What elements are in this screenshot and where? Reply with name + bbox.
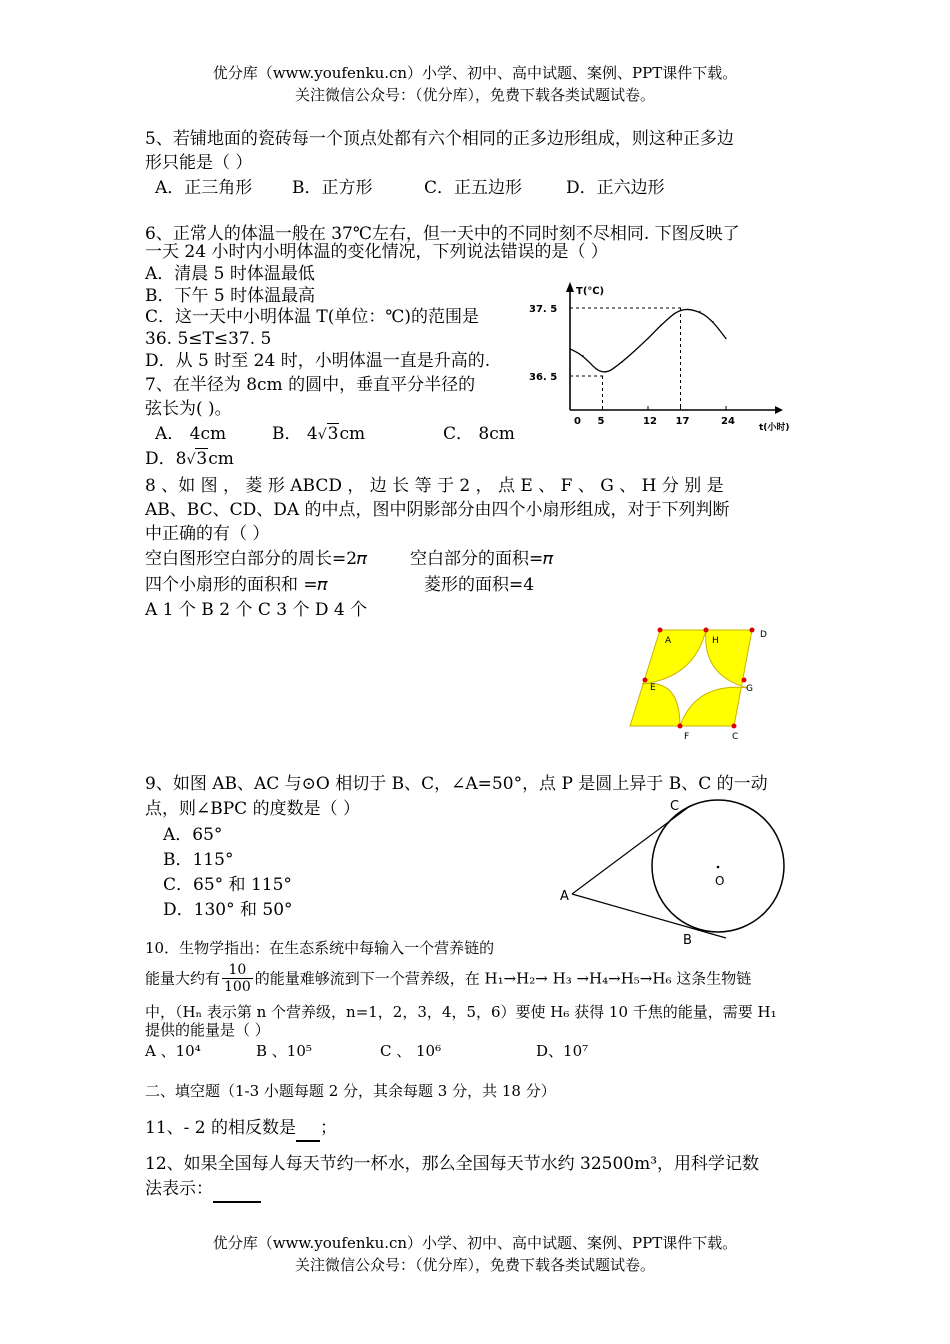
y-axis-arrow-icon <box>566 282 574 292</box>
x-tick-label: 24 <box>721 416 735 427</box>
data-point <box>582 355 583 356</box>
q7-option-b-radicand: 3 <box>327 424 339 444</box>
q10-line-1: 10．生物学指出：在生态系统中每输入一个营养链的 <box>145 939 495 957</box>
vertex-g-dot <box>742 678 747 683</box>
q10-option-a: A 、10⁴ <box>145 1042 201 1060</box>
vertex-d-dot <box>750 628 755 633</box>
q12-line-2 <box>145 1177 261 1203</box>
fraction <box>222 962 253 995</box>
vertex-a-dot <box>658 628 663 633</box>
label-c: C <box>670 799 680 814</box>
q12-line-1: 12、如果全国每人每天节约一杯水，那么全国每天节水约 32500m³，用科学记数 <box>145 1154 760 1174</box>
q6-option-c-line-2: 36. 5≤T≤37. 5 <box>145 329 272 349</box>
header-line-2: 关注微信公众号：（优分库），免费下载各类试题试卷。 <box>294 86 655 104</box>
q7-option-d-prefix: D．8 <box>145 449 187 469</box>
vertex-e-dot <box>643 678 648 683</box>
sqrt-icon: √ <box>186 452 196 468</box>
data-point <box>569 348 570 349</box>
data-point <box>621 362 622 363</box>
label-h: H <box>712 636 719 646</box>
header-line-1: 优分库（www.youfenku.cn）小学、初中、高中试题、案例、PPT课件下载。 <box>212 64 738 82</box>
x-tick-label: 0 <box>574 416 581 427</box>
q7-option-b <box>272 422 365 447</box>
q10-option-c: C 、 10⁶ <box>380 1042 442 1060</box>
label-f: F <box>684 732 690 742</box>
q6-option-b: B．下午 5 时体温最高 <box>145 286 316 306</box>
q7-option-d <box>145 447 234 472</box>
x-axis-arrow-icon <box>775 406 783 414</box>
q7-line-2: 弦长为( )。 <box>145 399 232 419</box>
answer-blank[interactable] <box>296 1116 320 1142</box>
q9-line-1: 9、如图 AB、AC 与⊙O 相切于 B、C，∠A=50°，点 P 是圆上异于 B、C 的一动 <box>145 774 768 794</box>
q8-line-3: 中正确的有（ ） <box>145 524 270 544</box>
q8-options: A 1 个 B 2 个 C 3 个 D 4 个 <box>145 600 368 620</box>
x-axis-label: t(小时) <box>759 423 790 433</box>
data-point <box>699 311 700 312</box>
data-point <box>712 321 713 322</box>
footer-line-2: 关注微信公众号：（优分库），免费下载各类试题试卷。 <box>294 1256 655 1274</box>
temperature-chart <box>525 278 815 438</box>
q9-option-d: D．130° 和 50° <box>163 900 293 920</box>
q10-option-d: D、10⁷ <box>536 1042 589 1060</box>
q9-option-a: A．65° <box>163 825 223 845</box>
answer-blank[interactable] <box>213 1177 261 1203</box>
y-tick-label: 37. 5 <box>529 304 558 315</box>
q10-option-b: B 、10⁵ <box>256 1042 312 1060</box>
q5-option-d: D．正六边形 <box>566 178 665 198</box>
data-point <box>680 307 681 308</box>
q8-statement-3: 四个小扇形的面积和 =𝜋 <box>145 575 328 595</box>
q5-line-2: 形只能是（ ） <box>145 153 253 173</box>
q6-line-1: 6、正常人的体温一般在 37℃左右，但一天中的不同时刻不尽相同. 下图反映了 <box>145 224 740 244</box>
fraction-denominator: 100 <box>224 979 251 995</box>
q7-option-c: C． 8cm <box>443 424 515 444</box>
center-dot <box>717 866 720 869</box>
q12-line-2-text: 法表示： <box>145 1179 213 1199</box>
q9-option-c: C．65° 和 115° <box>163 875 292 895</box>
label-e: E <box>650 683 656 693</box>
q10-line-2-suffix: 的能量难够流到下一个营养级，在 H₁→H₂→ H₃ →H₄→H₅→H₆ 这条生物链 <box>254 969 752 988</box>
label-g: G <box>746 684 753 694</box>
q7-option-d-radicand: 3 <box>196 449 208 469</box>
tangent-line-ac <box>572 806 690 894</box>
data-point <box>647 338 648 339</box>
q5-line-1: 5、若铺地面的瓷砖每一个顶点处都有六个相同的正多边形组成，则这种正多边 <box>145 129 734 149</box>
q6-option-a: A．清晨 5 时体温最低 <box>145 264 315 284</box>
label-c: C <box>732 732 739 742</box>
q8-statement-1: 空白图形空白部分的周长=2𝜋 <box>145 549 368 569</box>
tangent-circle-figure <box>550 790 800 950</box>
q8-line-1: 8 、如 图 ， 菱 形 ABCD ， 边 长 等 于 2 ， 点 E 、 F 、 G 、 H 分 别 是 <box>145 476 724 496</box>
sqrt-icon: √ <box>317 427 327 443</box>
label-o: O <box>715 874 725 888</box>
q5-option-b: B．正方形 <box>292 178 373 198</box>
q5-option-c: C．正五边形 <box>424 178 523 198</box>
data-point <box>602 375 603 376</box>
q10-line-2-prefix: 能量大约有 <box>145 969 221 988</box>
q11-text: 11、- 2 的相反数是 <box>145 1118 296 1138</box>
label-b: B <box>683 933 692 948</box>
q9-option-b: B．115° <box>163 850 234 870</box>
q10-line-3: 中，（Hₙ 表示第 n 个营养级，n=1，2，3，4，5，6）要使 H₆ 获得 10 千焦的能量，需要 H₁ <box>145 1003 777 1021</box>
y-axis-label: T(℃) <box>576 286 605 297</box>
rhombus-figure <box>620 620 780 745</box>
q7-line-1: 7、在半径为 8cm 的圆中，垂直平分半径的 <box>145 375 476 395</box>
section-2-title: 二、填空题（1-3 小题每题 2 分，其余每题 3 分，共 18 分） <box>145 1082 556 1100</box>
q8-line-2: AB、BC、CD、DA 的中点，图中阴影部分由四个小扇形组成，对于下列判断 <box>145 500 730 520</box>
temperature-series-line <box>570 309 726 372</box>
q8-statement-4: 菱形的面积=4 <box>424 575 535 595</box>
vertex-c-dot <box>732 724 737 729</box>
data-point <box>660 324 661 325</box>
data-point <box>725 338 726 339</box>
q7-option-a: A． 4cm <box>155 424 227 444</box>
label-d: D <box>760 630 767 640</box>
footer-line-1: 优分库（www.youfenku.cn）小学、初中、高中试题、案例、PPT课件下载。 <box>212 1234 738 1252</box>
q6-line-2: 一天 24 小时内小明体温的变化情况，下列说法错误的是（ ） <box>145 242 608 262</box>
q9-line-2: 点，则∠BPC 的度数是（ ） <box>145 799 360 819</box>
q11 <box>145 1116 337 1142</box>
q8-statement-2: 空白部分的面积=𝜋 <box>410 549 554 569</box>
q6-option-d: D．从 5 时至 24 时，小明体温一直是升高的. <box>145 351 491 371</box>
vertex-h-dot <box>704 628 709 633</box>
q10-line-2 <box>145 962 751 995</box>
tangent-line-ab <box>572 894 726 938</box>
q11-tail: ； <box>320 1118 337 1138</box>
x-tick-label: 5 <box>597 416 605 427</box>
q7-option-b-prefix: B． 4 <box>272 424 318 444</box>
vertex-f-dot <box>678 724 683 729</box>
label-a: A <box>665 636 672 646</box>
y-tick-label: 36. 5 <box>529 372 558 383</box>
x-tick-label: 12 <box>643 416 657 427</box>
x-tick-label: 17 <box>675 416 690 427</box>
q7-option-b-suffix: cm <box>339 424 366 444</box>
label-a: A <box>560 889 569 904</box>
q10-line-4: 提供的能量是（ ） <box>145 1021 270 1039</box>
q7-option-d-suffix: cm <box>208 449 234 469</box>
fraction-numerator: 10 <box>222 962 253 979</box>
q5-option-a: A．正三角形 <box>155 178 253 198</box>
q6-option-c-line-1: C．这一天中小明体温 T(单位：℃)的范围是 <box>145 307 480 327</box>
